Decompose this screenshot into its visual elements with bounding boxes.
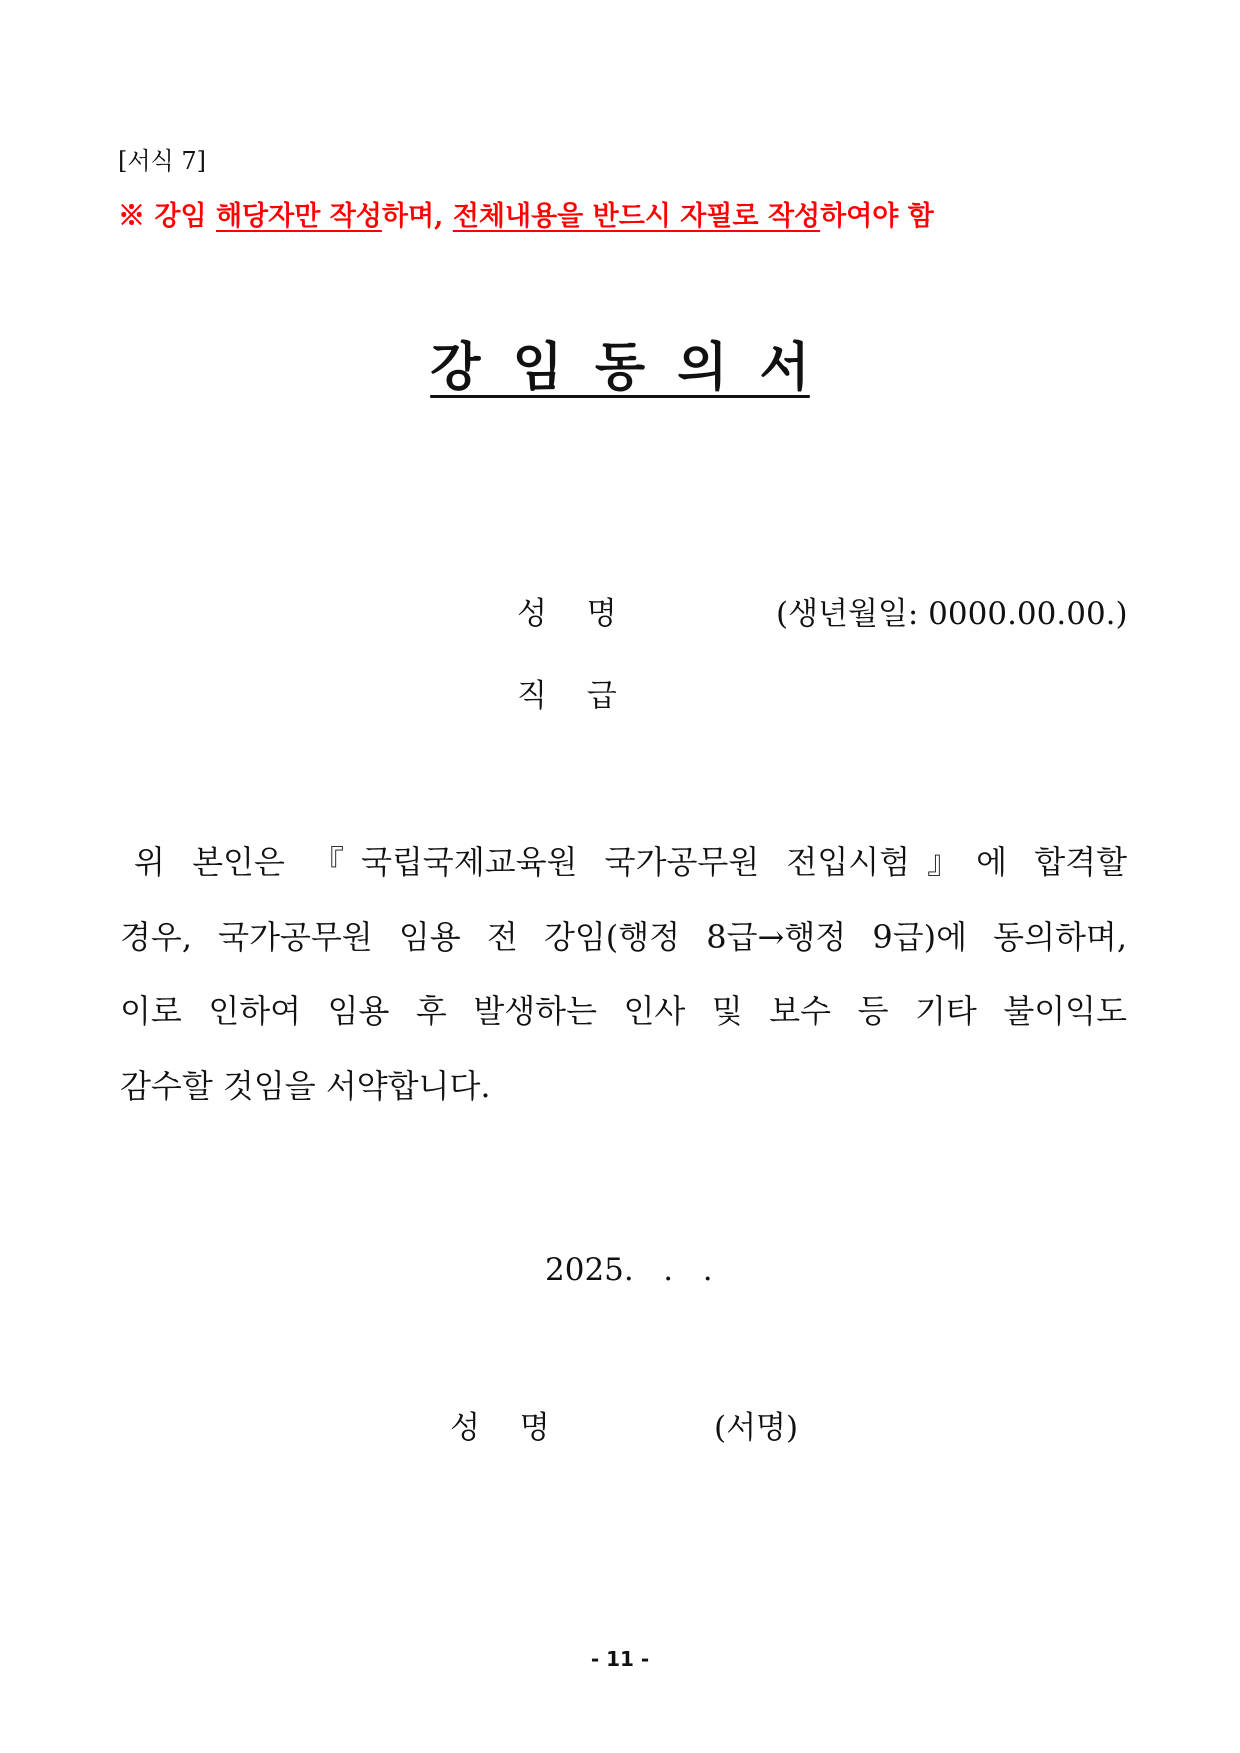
- notice-middle: 하며,: [381, 201, 453, 232]
- page-number: - 11 -: [590, 1647, 650, 1671]
- signature-field: (서명): [714, 1410, 799, 1446]
- statement-line: 감수할 것임을 서약합니다.: [120, 1066, 491, 1105]
- birth-date-field: (생년월일: 0000.00.00.): [776, 596, 1128, 632]
- statement-line: 이로 인하여 임용 후 발생하는 인사 및 보수 등 기타 불이익도: [120, 992, 1127, 1030]
- consent-statement: [120, 840, 1127, 1138]
- name-label: 성 명: [517, 596, 617, 632]
- statement-line: 경우, 국가공무원 임용 전 강임(행정 8급→행정 9급)에 동의하며,: [120, 917, 1127, 956]
- rank-label: 직 급: [517, 678, 617, 714]
- statement-line: 위 본인은 『국립국제교육원 국가공무원 전입시험』에 합격할: [134, 843, 1127, 881]
- notice-prefix: ※ 강임: [118, 201, 216, 232]
- document-title-text: 강 임 동 의 서: [430, 338, 810, 398]
- notice-suffix: 하여야 함: [820, 201, 934, 232]
- document-title: [0, 336, 1240, 400]
- notice-line: [118, 200, 1078, 234]
- signature-name-label: 성 명: [450, 1410, 550, 1446]
- notice-underlined-handwriting: 전체내용을 반드시 자필로 작성: [452, 201, 821, 232]
- form-number-label: [서식 7]: [118, 147, 206, 175]
- date-field: 2025. . .: [545, 1252, 713, 1288]
- notice-underlined-applicants: 해당자만 작성: [215, 201, 382, 232]
